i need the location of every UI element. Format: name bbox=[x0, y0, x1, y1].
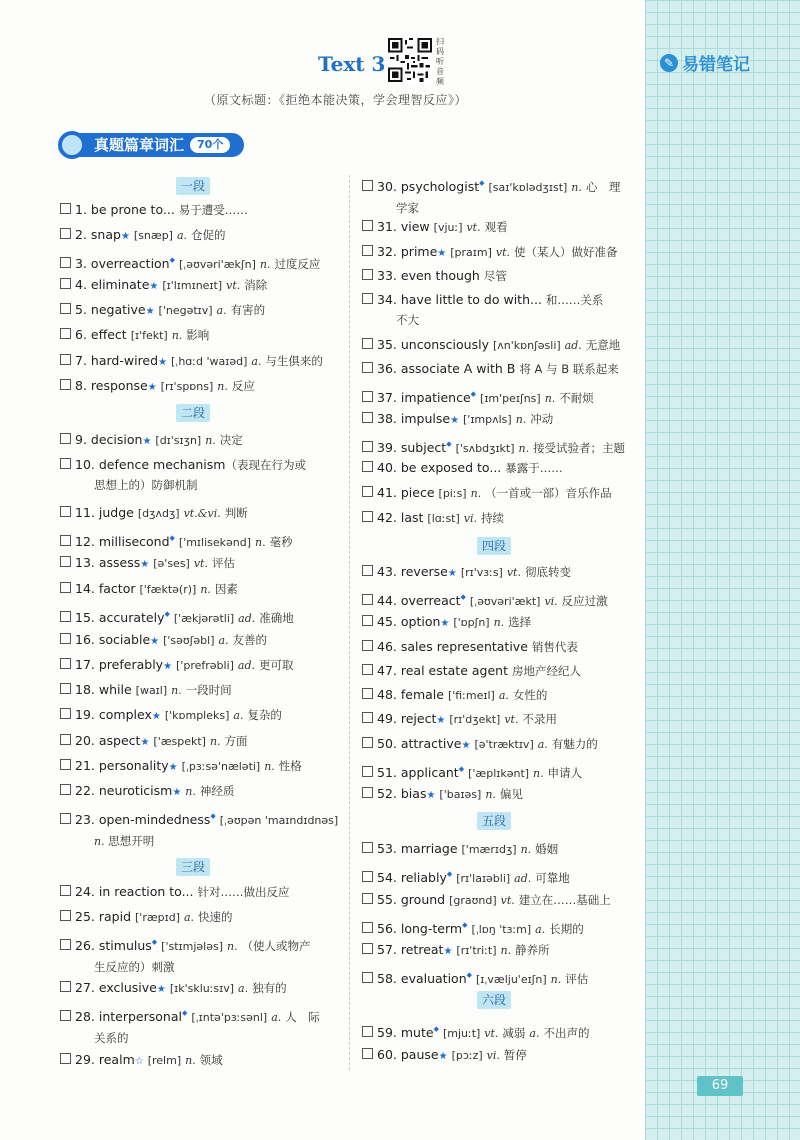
checkbox[interactable] bbox=[60, 734, 71, 745]
star-icon: ★ bbox=[447, 568, 457, 579]
checkbox[interactable] bbox=[362, 269, 373, 280]
vocab-entry: 39. subject◆ ['sʌbdʒɪkt] n. 接受试验者；主题 bbox=[362, 434, 625, 459]
star-icon: ★ bbox=[158, 357, 168, 368]
audio-mark-icon: ◆ bbox=[169, 534, 175, 542]
vocab-heading bbox=[58, 131, 244, 159]
page-number: 69 bbox=[697, 1076, 743, 1096]
checkbox[interactable] bbox=[362, 688, 373, 699]
brand-logo-icon: ✎ bbox=[660, 54, 678, 72]
vocab-count-badge: 70个 bbox=[190, 137, 230, 153]
vocab-entry: 8. response★ [rɪ'spɒns] n. 反应 bbox=[60, 376, 255, 398]
column-divider bbox=[349, 175, 350, 1070]
checkbox[interactable] bbox=[362, 412, 373, 423]
vocab-entry: 13. assess★ [ə'ses] vt. 评估 bbox=[60, 553, 235, 575]
checkbox[interactable] bbox=[362, 565, 373, 576]
vocab-entry: 12. millisecond◆ ['mɪlisekənd] n. 毫秒 bbox=[60, 528, 293, 553]
checkbox[interactable] bbox=[60, 658, 71, 669]
audio-mark-icon: ◆ bbox=[460, 593, 466, 601]
vocab-entry: 7. hard-wired★ [ˌhɑːd 'waɪəd] a. 与生俱来的 bbox=[60, 351, 323, 373]
vocab-entry: 23. open-mindedness◆ [ˌəʊpən 'maɪndɪdnəs] n. 思想开明 bbox=[60, 806, 338, 852]
checkbox[interactable] bbox=[362, 1048, 373, 1059]
vocab-entry: 58. evaluation◆ [ɪˌvælju'eɪʃn] n. 评估 bbox=[362, 965, 588, 990]
vocab-entry: 49. reject★ [rɪ'dʒekt] vt. 不录用 bbox=[362, 709, 557, 731]
page-title: Text 3 bbox=[318, 52, 386, 76]
vocab-entry: 2. snap★ [snæp] a. 仓促的 bbox=[60, 225, 226, 247]
audio-mark-icon: ◆ bbox=[479, 179, 485, 187]
vocab-entry: 28. interpersonal◆ [ˌɪntə'pɜːsənl] a. 人 际 关系的 bbox=[60, 1003, 320, 1048]
vocab-entry: 14. factor ['fæktə(r)] n. 因素 bbox=[60, 579, 238, 600]
audio-mark-icon: ◆ bbox=[446, 440, 452, 448]
audio-mark-icon: ◆ bbox=[151, 938, 158, 946]
vocab-entry: 17. preferably★ ['prefrəbli] ad. 更可取 bbox=[60, 655, 294, 677]
checkbox[interactable] bbox=[60, 556, 71, 567]
checkbox[interactable] bbox=[362, 712, 373, 723]
star-icon: ☆ bbox=[134, 1056, 144, 1067]
vocab-entry: 47. real estate agent 房地产经纪人 bbox=[362, 661, 581, 681]
vocab-entry: 53. marriage ['mærɪdʒ] n. 婚姻 bbox=[362, 839, 558, 860]
vocab-entry: 35. unconsciously [ʌn'kɒnʃəsli] ad. 无意地 bbox=[362, 335, 620, 356]
checkbox[interactable] bbox=[60, 203, 71, 214]
section-label: 三段 bbox=[176, 858, 210, 876]
vocab-entry: 48. female ['fiːmeɪl] a. 女性的 bbox=[362, 685, 547, 706]
star-icon: ★ bbox=[156, 984, 166, 995]
vocab-entry: 41. piece [piːs] n. （一首或一部）音乐作品 bbox=[362, 483, 612, 504]
vocab-entry: 56. long-term◆ [ˌlɒŋ 'tɜːm] a. 长期的 bbox=[362, 915, 584, 940]
checkbox[interactable] bbox=[60, 328, 71, 339]
checkbox[interactable] bbox=[362, 664, 373, 675]
section-label: 四段 bbox=[477, 537, 511, 555]
checkbox[interactable] bbox=[362, 293, 373, 304]
star-icon: ★ bbox=[163, 661, 173, 672]
star-icon: ★ bbox=[140, 559, 150, 570]
vocab-entry: 54. reliably◆ [rɪ'laɪəbli] ad. 可靠地 bbox=[362, 864, 570, 889]
checkbox[interactable] bbox=[60, 582, 71, 593]
checkbox[interactable] bbox=[362, 461, 373, 472]
brand-label bbox=[660, 50, 750, 75]
vocab-entry: 24. in reaction to... 针对……做出反应 bbox=[60, 882, 289, 902]
page-subtitle: （原文标题：《拒绝本能决策，学会理智反应》） bbox=[204, 93, 468, 107]
vocab-entry: 5. negative★ ['negətɪv] a. 有害的 bbox=[60, 300, 265, 322]
checkbox[interactable] bbox=[60, 228, 71, 239]
vocab-entry: 29. realm☆ [relm] n. 领域 bbox=[60, 1050, 223, 1072]
vocab-entry: 52. bias★ ['baɪəs] n. 偏见 bbox=[362, 784, 523, 806]
section-label: 二段 bbox=[176, 404, 210, 422]
checkbox[interactable] bbox=[60, 611, 71, 622]
star-icon: ★ bbox=[440, 618, 450, 629]
checkbox[interactable] bbox=[60, 981, 71, 992]
star-icon: ★ bbox=[437, 248, 447, 259]
checkbox[interactable] bbox=[60, 885, 71, 896]
star-icon: ★ bbox=[142, 436, 152, 447]
checkbox[interactable] bbox=[60, 379, 71, 390]
checkbox[interactable] bbox=[362, 893, 373, 904]
vocab-entry: 4. eliminate★ [ɪ'lɪmɪneɪt] vt. 消除 bbox=[60, 275, 267, 297]
star-icon: ★ bbox=[461, 740, 471, 751]
star-icon: ★ bbox=[140, 737, 150, 748]
star-icon: ★ bbox=[149, 281, 159, 292]
checkbox[interactable] bbox=[362, 338, 373, 349]
checkbox[interactable] bbox=[362, 486, 373, 497]
checkbox[interactable] bbox=[60, 813, 71, 824]
vocab-entry: 51. applicant◆ ['æplɪkənt] n. 申请人 bbox=[362, 759, 582, 784]
checkbox[interactable] bbox=[362, 594, 373, 605]
vocab-entry: 15. accurately◆ ['ækjərətli] ad. 准确地 bbox=[60, 604, 294, 629]
section-label: 五段 bbox=[477, 812, 511, 830]
vocab-entry: 50. attractive★ [ə'træktɪv] a. 有魅力的 bbox=[362, 734, 598, 756]
vocab-entry: 60. pause★ [pɔːz] vi. 暂停 bbox=[362, 1045, 527, 1067]
checkbox[interactable] bbox=[362, 943, 373, 954]
checkbox[interactable] bbox=[60, 458, 71, 469]
audio-mark-icon: ◆ bbox=[169, 256, 175, 264]
vocab-heading-text: 真题篇章词汇 bbox=[94, 136, 185, 154]
checkbox[interactable] bbox=[362, 441, 373, 452]
vocab-entry: 18. while [waɪl] n. 一段时间 bbox=[60, 680, 232, 701]
vocab-entry: 3. overreaction◆ [ˌəʊvəri'ækʃn] n. 过度反应 bbox=[60, 250, 320, 275]
vocab-entry: 6. effect [ɪ'fekt] n. 影响 bbox=[60, 325, 209, 346]
vocab-entry: 59. mute◆ [mjuːt] vt. 减弱 a. 不出声的 bbox=[362, 1019, 589, 1044]
vocab-entry: 19. complex★ ['kɒmpleks] a. 复杂的 bbox=[60, 705, 282, 727]
vocab-entry: 44. overreact◆ [ˌəʊvəri'ækt] vi. 反应过激 bbox=[362, 587, 608, 612]
checkbox[interactable] bbox=[60, 633, 71, 644]
vocab-entry: 55. ground [graʊnd] vt. 建立在……基础上 bbox=[362, 890, 611, 911]
star-icon: ★ bbox=[150, 636, 160, 647]
checkbox[interactable] bbox=[362, 922, 373, 933]
section-label: 一段 bbox=[176, 177, 210, 195]
vocab-entry: 46. sales representative 销售代表 bbox=[362, 637, 578, 657]
checkbox[interactable] bbox=[60, 708, 71, 719]
star-icon: ★ bbox=[120, 231, 130, 242]
checkbox[interactable] bbox=[362, 737, 373, 748]
checkbox[interactable] bbox=[362, 220, 373, 231]
star-icon: ★ bbox=[436, 715, 446, 726]
grid-sidebar bbox=[645, 0, 800, 1140]
audio-mark-icon: ◆ bbox=[210, 812, 216, 820]
checkbox[interactable] bbox=[362, 362, 373, 373]
checkbox[interactable] bbox=[362, 180, 373, 191]
checkbox[interactable] bbox=[362, 766, 373, 777]
vocab-entry: 11. judge [dʒʌdʒ] vt.&vi. 判断 bbox=[60, 503, 248, 524]
audio-mark-icon: ◆ bbox=[462, 921, 468, 929]
vocab-entry: 57. retreat★ [rɪ'triːt] n. 静养所 bbox=[362, 940, 550, 962]
checkbox[interactable] bbox=[60, 354, 71, 365]
audio-mark-icon: ◆ bbox=[470, 390, 477, 398]
checkbox[interactable] bbox=[60, 910, 71, 921]
vocab-entry: 9. decision★ [dɪ'sɪʒn] n. 决定 bbox=[60, 430, 243, 452]
checkbox[interactable] bbox=[60, 506, 71, 517]
vocab-entry: 42. last [lɑːst] vi. 持续 bbox=[362, 508, 504, 529]
vocab-entry: 20. aspect★ ['æspekt] n. 方面 bbox=[60, 731, 248, 753]
checkbox[interactable] bbox=[60, 784, 71, 795]
vocab-entry: 27. exclusive★ [ɪk'skluːsɪv] a. 独有的 bbox=[60, 978, 287, 1000]
checkbox[interactable] bbox=[60, 535, 71, 546]
audio-mark-icon: ◆ bbox=[433, 1025, 439, 1033]
checkbox[interactable] bbox=[362, 391, 373, 402]
section-label: 六段 bbox=[477, 991, 511, 1009]
audio-mark-icon: ◆ bbox=[181, 1009, 188, 1017]
vocab-entry: 43. reverse★ [rɪ'vɜːs] vt. 彻底转变 bbox=[362, 562, 571, 584]
checkbox[interactable] bbox=[362, 787, 373, 798]
star-icon: ★ bbox=[426, 790, 436, 801]
vocab-entry: 37. impatience◆ [ɪm'peɪʃns] n. 不耐烦 bbox=[362, 384, 594, 409]
vocab-entry: 38. impulse★ ['ɪmpʌls] n. 冲动 bbox=[362, 409, 553, 431]
checkbox[interactable] bbox=[60, 683, 71, 694]
vocab-entry: 40. be exposed to... 暴露于…… bbox=[362, 458, 563, 478]
star-icon: ★ bbox=[438, 1051, 448, 1062]
star-icon: ★ bbox=[450, 415, 460, 426]
audio-mark-icon: ◆ bbox=[466, 971, 473, 979]
checkbox[interactable] bbox=[60, 303, 71, 314]
vocab-entry: 10. defence mechanism（表现在行为或 思想上的）防御机制 bbox=[60, 455, 306, 495]
vocab-entry: 31. view [vjuː] vt. 观看 bbox=[362, 217, 508, 238]
vocab-heading-pill bbox=[76, 133, 244, 157]
vocab-entry: 33. even though 尽管 bbox=[362, 266, 507, 286]
vocab-entry: 22. neuroticism★ n. 神经质 bbox=[60, 781, 234, 803]
checkbox[interactable] bbox=[362, 871, 373, 882]
vocab-entry: 30. psychologist◆ [saɪ'kɒlədʒɪst] n. 心 理 学家 bbox=[362, 173, 620, 218]
magnifier-icon bbox=[58, 131, 86, 159]
vocab-entry: 25. rapid ['ræpɪd] a. 快速的 bbox=[60, 907, 233, 928]
star-icon: ★ bbox=[168, 762, 178, 773]
checkbox[interactable] bbox=[60, 759, 71, 770]
audio-mark-icon: ◆ bbox=[446, 870, 453, 878]
checkbox[interactable] bbox=[362, 245, 373, 256]
star-icon: ★ bbox=[172, 787, 182, 798]
qr-label: 扫码听音频 bbox=[436, 37, 444, 86]
checkbox[interactable] bbox=[60, 433, 71, 444]
brand-name: 易错笔记 bbox=[682, 55, 750, 75]
checkbox[interactable] bbox=[60, 257, 71, 268]
checkbox[interactable] bbox=[60, 1010, 71, 1021]
checkbox[interactable] bbox=[362, 842, 373, 853]
vocab-entry: 45. option★ ['ɒpʃn] n. 选择 bbox=[362, 612, 531, 634]
checkbox[interactable] bbox=[362, 511, 373, 522]
audio-mark-icon: ◆ bbox=[164, 610, 170, 618]
checkbox[interactable] bbox=[362, 615, 373, 626]
vocab-entry: 1. be prone to... 易于遭受…… bbox=[60, 200, 248, 220]
checkbox[interactable] bbox=[60, 939, 71, 950]
checkbox[interactable] bbox=[362, 640, 373, 651]
checkbox[interactable] bbox=[362, 972, 373, 983]
vocab-entry: 32. prime★ [praɪm] vt. 使（某人）做好准备 bbox=[362, 242, 618, 264]
vocab-entry: 36. associate A with B 将 A 与 B 联系起来 bbox=[362, 359, 619, 379]
audio-mark-icon: ◆ bbox=[458, 765, 465, 773]
star-icon: ★ bbox=[151, 711, 161, 722]
star-icon: ★ bbox=[443, 946, 453, 957]
qr-code-icon[interactable] bbox=[388, 38, 432, 82]
vocab-entry: 21. personality★ [ˌpɜːsə'næləti] n. 性格 bbox=[60, 756, 302, 778]
vocab-entry: 26. stimulus◆ ['stɪmjələs] n. （使人或物产 生反应的）刺激 bbox=[60, 932, 311, 977]
checkbox[interactable] bbox=[362, 1026, 373, 1037]
vocab-entry: 34. have little to do with... 和……关系 不大 bbox=[362, 290, 603, 330]
star-icon: ★ bbox=[147, 382, 157, 393]
checkbox[interactable] bbox=[60, 1053, 71, 1064]
checkbox[interactable] bbox=[60, 278, 71, 289]
vocab-entry: 16. sociable★ ['səʊʃəbl] a. 友善的 bbox=[60, 630, 267, 652]
star-icon: ★ bbox=[145, 306, 155, 317]
